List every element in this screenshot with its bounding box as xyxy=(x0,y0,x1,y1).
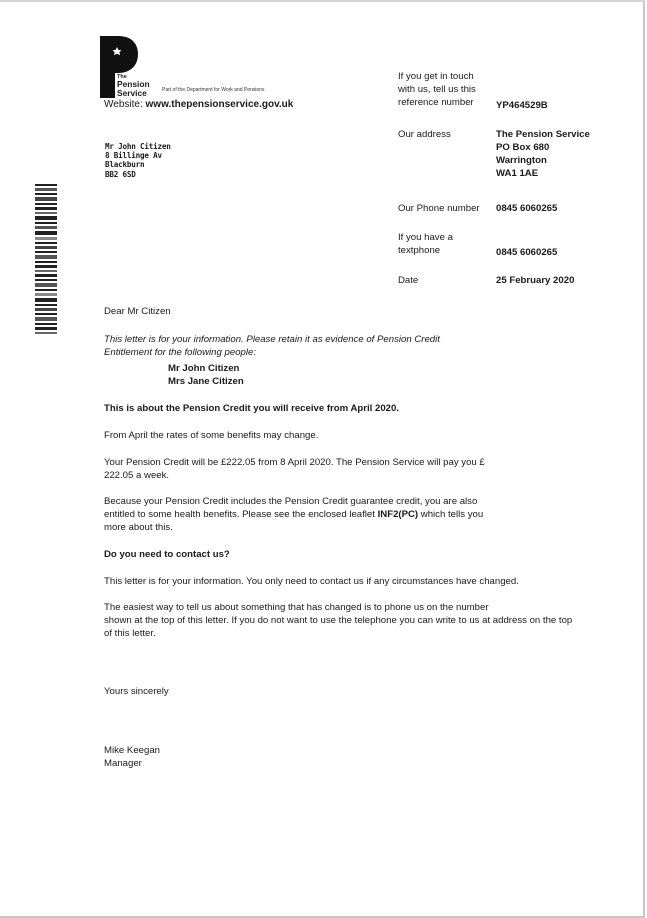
recipient-line: 8 Billinge Av xyxy=(105,151,162,161)
textphone-number: 0845 6060265 xyxy=(496,247,558,258)
address-label: Our address xyxy=(398,129,451,140)
textphone-label-line: If you have a xyxy=(398,232,453,243)
reference-number: YP464529B xyxy=(496,100,548,111)
barcode xyxy=(35,184,57,334)
logo-pension: Pension xyxy=(117,79,150,89)
entitled-people xyxy=(168,362,244,388)
amount-line: Your Pension Credit will be £222.05 from 8 April 2020. The Pension Service will pay you £ xyxy=(104,457,485,468)
department-note: Part of the Department for Work and Pensions xyxy=(162,87,265,93)
recipient-line: BB2 6SD xyxy=(105,169,136,179)
return-address xyxy=(496,128,590,180)
logo-service: Service xyxy=(117,87,147,98)
contact-line: shown at the top of this letter. If you do not want to use the telephone you can write to us at address on the top xyxy=(104,615,573,626)
signatory-name: Mike Keegan xyxy=(104,745,160,756)
intro-line: This letter is for your information. Please retain it as evidence of Pension Credit xyxy=(104,334,440,345)
phone-number: 0845 6060265 xyxy=(496,203,558,214)
contact-heading: Do you need to contact us? xyxy=(104,549,230,560)
health-line: Because your Pension Credit includes the Pension Credit guarantee credit, you are also xyxy=(104,496,478,507)
paragraph-info: This letter is for your information. You only need to contact us if any circumstances have changed. xyxy=(104,576,519,587)
health-line: more about this. xyxy=(104,522,173,533)
address-line: PO Box 680 xyxy=(496,142,550,153)
paragraph-rates: From April the rates of some benefits may change. xyxy=(104,430,319,441)
reference-label-line: reference number xyxy=(398,97,474,108)
contact-line: of this letter. xyxy=(104,628,156,639)
reference-label-line: with us, tell us this xyxy=(398,84,476,95)
contact-line: The easiest way to tell us about something that has changed is to phone us on the number xyxy=(104,602,489,613)
amount-line: 222.05 a week. xyxy=(104,470,170,481)
subject-line: This is about the Pension Credit you will receive from April 2020. xyxy=(104,403,399,414)
address-line: The Pension Service xyxy=(496,129,590,140)
recipient-line: Mr John Citizen xyxy=(105,142,171,151)
signature-block xyxy=(104,744,604,770)
intro-line: Entitlement for the following people: xyxy=(104,347,256,358)
website-line xyxy=(104,99,293,110)
paragraph-health-benefits xyxy=(104,495,604,534)
signatory-title: Manager xyxy=(104,758,142,769)
reference-label xyxy=(398,70,493,109)
recipient-address xyxy=(105,142,171,179)
health-text: which tells you xyxy=(418,509,484,520)
paragraph-amount xyxy=(104,456,604,482)
leaflet-reference: INF2(PC) xyxy=(377,509,419,520)
intro-paragraph xyxy=(104,333,604,359)
logo-the: The xyxy=(117,74,127,80)
website-label: Website: xyxy=(104,99,143,110)
person-name: Mr John Citizen xyxy=(168,363,240,374)
recipient-line: Blackburn xyxy=(105,160,145,170)
address-line: Warrington xyxy=(496,155,547,166)
textphone-label xyxy=(398,231,493,257)
phone-label: Our Phone number xyxy=(398,203,480,214)
reference-label-line: If you get in touch xyxy=(398,71,474,82)
website-link[interactable]: www.thepensionservice.gov.uk xyxy=(145,99,294,110)
letter-date: 25 February 2020 xyxy=(496,275,575,286)
address-line: WA1 1AE xyxy=(496,168,539,179)
health-text: entitled to some health benefits. Please see the enclosed leaflet xyxy=(104,509,378,520)
health-line xyxy=(104,508,604,521)
textphone-label-line: textphone xyxy=(398,245,441,256)
paragraph-how-to-contact xyxy=(104,601,624,640)
person-name: Mrs Jane Citizen xyxy=(168,376,244,387)
salutation: Dear Mr Citizen xyxy=(104,306,171,317)
closing: Yours sincerely xyxy=(104,686,169,697)
date-label: Date xyxy=(398,275,419,286)
